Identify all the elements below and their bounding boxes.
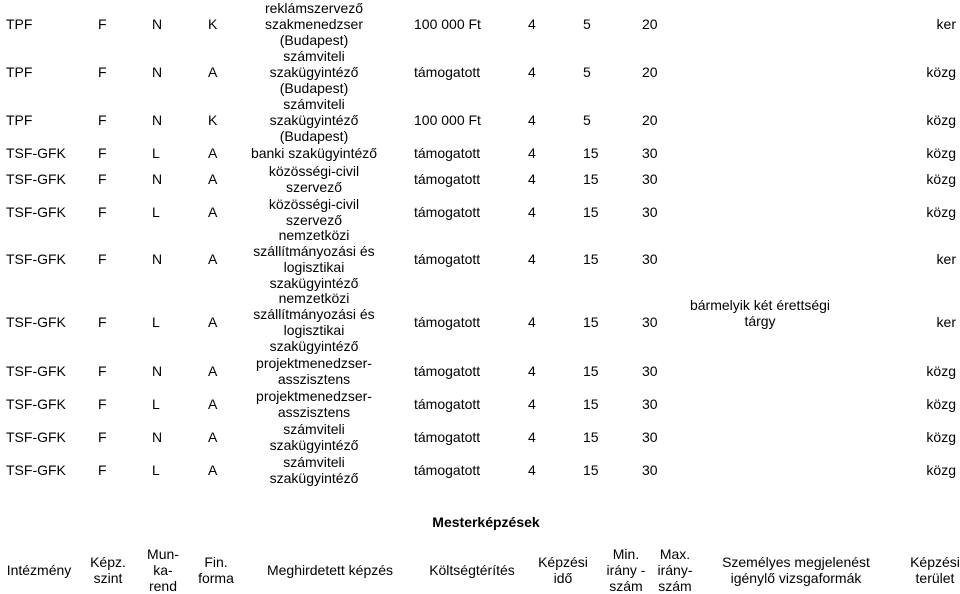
cell-min-count: 15 — [583, 362, 599, 379]
cell-form: A — [208, 145, 218, 161]
cell-cost: támogatott — [414, 314, 481, 330]
table-header — [0, 547, 960, 593]
cell-level: F — [98, 112, 107, 128]
cell-max-count: 30 — [642, 314, 658, 330]
cell-program: közösségi-civil szervező — [268, 162, 360, 195]
cell-level: F — [98, 16, 107, 32]
header-level: Képz. szint — [90, 554, 126, 586]
cell-level: F — [98, 395, 107, 412]
cell-schedule: L — [152, 395, 160, 412]
cell-semesters: 4 — [528, 16, 536, 32]
cell-form: A — [208, 395, 218, 412]
cell-min-count: 15 — [583, 395, 599, 412]
cell-cost: támogatott — [414, 251, 481, 267]
cell-form: A — [208, 251, 218, 267]
cell-level: F — [98, 362, 107, 379]
cell-institution: TPF — [6, 64, 33, 80]
cell-semesters: 4 — [528, 314, 536, 330]
cell-program: reklámszervező szakmenedzser (Budapest) — [264, 0, 364, 48]
header-schedule: Mun-ka-rend — [147, 546, 179, 594]
cell-institution: TSF-GFK — [6, 314, 66, 330]
entrance-subjects-note: bármelyik két érettségi tárgy — [689, 297, 831, 329]
table-row — [0, 354, 960, 387]
header-program: Meghirdetett képzés — [266, 562, 394, 578]
cell-program: projektmenedzser-asszisztens — [256, 354, 372, 387]
cell-institution: TSF-GFK — [6, 461, 66, 478]
table-row — [0, 48, 960, 96]
cell-form: A — [208, 64, 218, 80]
cell-min-count: 15 — [583, 461, 599, 478]
cell-cost: támogatott — [414, 64, 481, 80]
cell-min-count: 15 — [583, 314, 599, 330]
header-duration: Képzési idő — [538, 554, 588, 586]
cell-level: F — [98, 461, 107, 478]
cell-form: A — [208, 428, 218, 445]
cell-schedule: N — [152, 170, 163, 187]
cell-institution: TSF-GFK — [6, 251, 66, 267]
table-row — [0, 96, 960, 144]
cell-schedule: L — [152, 461, 160, 478]
cell-max-count: 20 — [642, 64, 658, 80]
cell-program: közösségi-civil szervező — [268, 195, 360, 228]
cell-area: közg — [926, 170, 956, 187]
cell-form: A — [208, 461, 218, 478]
header-area: Képzési terület — [910, 554, 960, 586]
cell-max-count: 20 — [642, 112, 658, 128]
cell-form: K — [208, 112, 218, 128]
cell-form: A — [208, 314, 218, 330]
header-cost: Költségtérítés — [429, 562, 515, 578]
cell-program: nemzetközi szállítmányozási és logisztikai szakügyintéző — [253, 227, 375, 291]
cell-semesters: 4 — [528, 461, 536, 478]
table-row — [0, 144, 960, 162]
cell-max-count: 30 — [642, 145, 658, 161]
cell-area: közg — [926, 145, 956, 161]
cell-min-count: 15 — [583, 203, 599, 220]
cell-institution: TSF-GFK — [6, 145, 66, 161]
cell-max-count: 30 — [642, 251, 658, 267]
cell-semesters: 4 — [528, 428, 536, 445]
cell-area: közg — [926, 362, 956, 379]
cell-schedule: N — [152, 16, 163, 32]
header-exams: Személyes megjelenést igénylő vizsgaformák — [722, 554, 870, 586]
cell-level: F — [98, 428, 107, 445]
cell-level: F — [98, 64, 107, 80]
cell-schedule: L — [152, 145, 160, 161]
cell-area: közg — [926, 395, 956, 412]
cell-cost: támogatott — [414, 203, 481, 220]
cell-schedule: N — [152, 112, 163, 128]
cell-semesters: 4 — [528, 251, 536, 267]
cell-max-count: 30 — [642, 362, 658, 379]
cell-semesters: 4 — [528, 112, 536, 128]
cell-semesters: 4 — [528, 362, 536, 379]
header-institution: Intézmény — [6, 562, 72, 578]
cell-program: nemzetközi szállítmányozási és logisztikai szakügyintéző — [253, 290, 375, 354]
cell-min-count: 15 — [583, 428, 599, 445]
cell-min-count: 5 — [583, 112, 591, 128]
cell-area: ker — [936, 251, 956, 267]
cell-semesters: 4 — [528, 64, 536, 80]
table-row — [0, 0, 960, 48]
cell-program: számviteli szakügyintéző (Budapest) — [269, 48, 359, 96]
cell-cost: támogatott — [414, 362, 481, 379]
cell-min-count: 5 — [583, 16, 591, 32]
cell-area: közg — [926, 461, 956, 478]
cell-cost: 100 000 Ft — [414, 112, 481, 128]
cell-max-count: 30 — [642, 203, 658, 220]
cell-program: számviteli szakügyintéző — [269, 420, 359, 453]
cell-area: közg — [926, 112, 956, 128]
table-row — [0, 387, 960, 420]
cell-level: F — [98, 145, 107, 161]
cell-form: A — [208, 203, 218, 220]
cell-cost: támogatott — [414, 145, 481, 161]
cell-schedule: N — [152, 64, 163, 80]
cell-semesters: 4 — [528, 145, 536, 161]
cell-max-count: 30 — [642, 170, 658, 187]
table-row — [0, 420, 960, 453]
cell-max-count: 20 — [642, 16, 658, 32]
cell-institution: TSF-GFK — [6, 428, 66, 445]
table-row — [0, 195, 960, 228]
cell-cost: támogatott — [414, 461, 481, 478]
cell-program: banki szakügyintéző — [250, 145, 378, 161]
cell-institution: TSF-GFK — [6, 170, 66, 187]
cell-area: közg — [926, 64, 956, 80]
cell-min-count: 15 — [583, 145, 599, 161]
cell-level: F — [98, 170, 107, 187]
cell-area: ker — [936, 16, 956, 32]
header-min: Min. irány -szám — [606, 546, 646, 594]
header-form: Fin. forma — [198, 554, 234, 586]
table-row — [0, 228, 960, 290]
cell-institution: TSF-GFK — [6, 203, 66, 220]
cell-area: közg — [926, 203, 956, 220]
cell-schedule: L — [152, 203, 160, 220]
cell-max-count: 30 — [642, 461, 658, 478]
header-max: Max. irány-szám — [657, 546, 693, 594]
cell-program: számviteli szakügyintéző — [269, 453, 359, 486]
cell-level: F — [98, 251, 107, 267]
cell-institution: TSF-GFK — [6, 362, 66, 379]
cell-program: számviteli szakügyintéző (Budapest) — [269, 96, 359, 144]
cell-program: projektmenedzser-asszisztens — [256, 387, 372, 420]
section-title: Mesterképzések — [432, 514, 540, 530]
cell-institution: TSF-GFK — [6, 395, 66, 412]
cell-semesters: 4 — [528, 395, 536, 412]
cell-max-count: 30 — [642, 428, 658, 445]
cell-max-count: 30 — [642, 395, 658, 412]
cell-cost: támogatott — [414, 395, 481, 412]
cell-schedule: N — [152, 362, 163, 379]
table-row — [0, 453, 960, 486]
cell-min-count: 15 — [583, 170, 599, 187]
cell-institution: TPF — [6, 112, 33, 128]
cell-form: A — [208, 170, 218, 187]
cell-level: F — [98, 203, 107, 220]
table-row — [0, 162, 960, 195]
cell-form: K — [208, 16, 218, 32]
cell-institution: TPF — [6, 16, 33, 32]
cell-schedule: N — [152, 251, 163, 267]
cell-area: közg — [926, 428, 956, 445]
cell-cost: 100 000 Ft — [414, 16, 481, 32]
cell-min-count: 15 — [583, 251, 599, 267]
cell-min-count: 5 — [583, 64, 591, 80]
cell-cost: támogatott — [414, 428, 481, 445]
cell-area: ker — [936, 314, 956, 330]
cell-schedule: L — [152, 314, 160, 330]
cell-cost: támogatott — [414, 170, 481, 187]
cell-level: F — [98, 314, 107, 330]
cell-semesters: 4 — [528, 203, 536, 220]
cell-semesters: 4 — [528, 170, 536, 187]
cell-form: A — [208, 362, 218, 379]
cell-schedule: N — [152, 428, 163, 445]
